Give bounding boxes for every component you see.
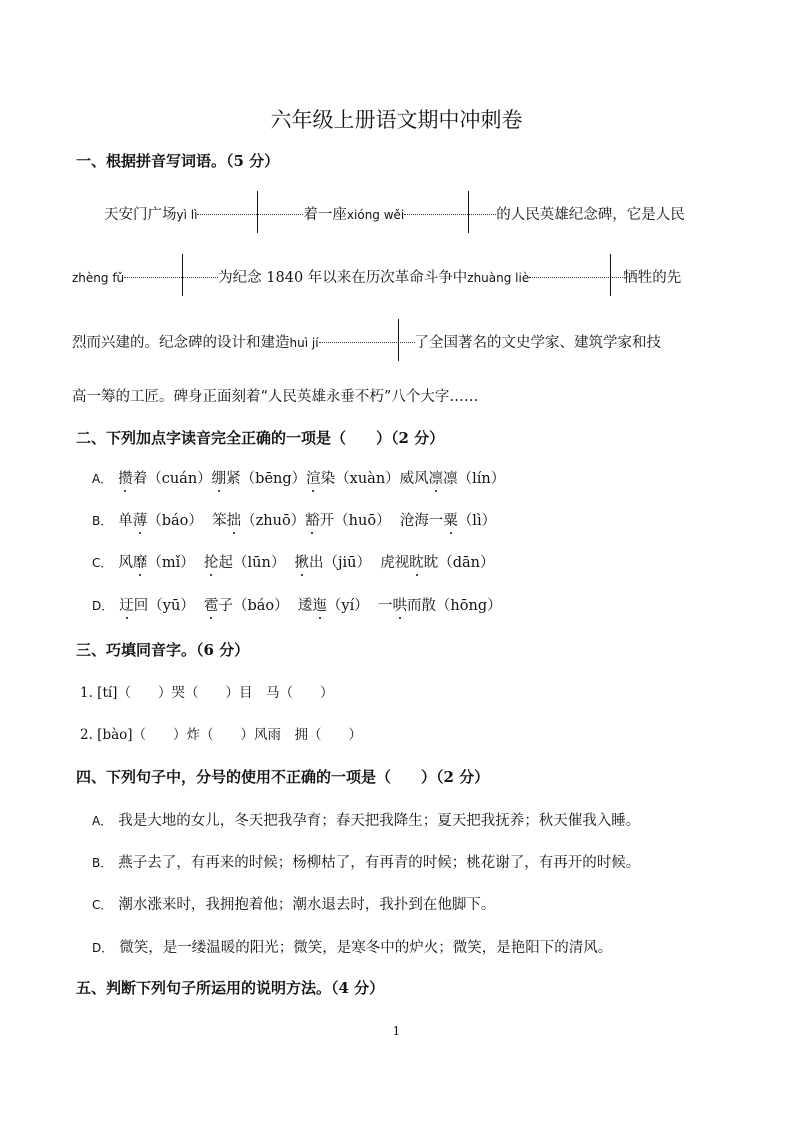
dotted-char: 靡 bbox=[132, 555, 148, 571]
option-text: 眈（dān） bbox=[423, 555, 495, 571]
option-label: C． bbox=[92, 898, 113, 912]
answer-blank[interactable] bbox=[404, 214, 496, 215]
answer-blank[interactable] bbox=[124, 277, 218, 278]
option-text: 沧海一 bbox=[399, 513, 444, 529]
homophone-item-1[interactable]: 1. [tí]（ ）哭（ ）目 马（ ） bbox=[80, 685, 334, 701]
option-text: （mǐ） bbox=[147, 555, 195, 571]
option-text: 我是大地的女儿，冬天把我孕育；春天把我降生；夏天把我抚养；秋天催我入睡。 bbox=[118, 813, 641, 829]
dotted-char: 薄 bbox=[132, 513, 148, 529]
passage-text: 了全国著名的文史学家、建筑学家和技 bbox=[414, 335, 662, 351]
option-label: B． bbox=[92, 514, 113, 528]
blank-divider bbox=[468, 191, 469, 233]
option-text: 笨 bbox=[212, 513, 227, 529]
option-text: 起（lūn） bbox=[218, 555, 286, 571]
dotted-char: 迂 bbox=[119, 598, 134, 614]
option-text: （lì） bbox=[457, 513, 497, 529]
option-text: （zhuō） bbox=[241, 513, 306, 529]
option-text: （báo） bbox=[147, 513, 203, 529]
passage-line-4: 高一筹的工匠。碑身正面刻着“人民英雄永垂不朽”八个大字…… bbox=[72, 389, 479, 405]
option-c[interactable] bbox=[92, 893, 495, 914]
answer-blank[interactable] bbox=[319, 342, 415, 343]
blank-divider bbox=[182, 254, 183, 296]
pinyin: zhuàng liè bbox=[467, 271, 530, 285]
dotted-char: 攒 bbox=[118, 471, 133, 487]
option-text: 凛（lín） bbox=[443, 471, 506, 487]
option-text: 一 bbox=[377, 598, 393, 614]
passage-text: 烈而兴建的。纪念碑的设计和建造 bbox=[72, 335, 290, 351]
option-label: B． bbox=[92, 856, 113, 870]
dotted-char: 抡 bbox=[204, 555, 219, 571]
option-a[interactable] bbox=[92, 809, 640, 830]
section-5-heading: 五、判断下列句子所运用的说明方法。（4 分） bbox=[76, 979, 385, 997]
option-text: 威风 bbox=[399, 471, 429, 487]
section-2-heading: 二、下列加点字读音完全正确的一项是（ ）（2 分） bbox=[76, 429, 445, 447]
option-label: C． bbox=[92, 556, 113, 570]
dotted-char: 眈 bbox=[409, 555, 424, 571]
passage-text: 的人民英雄纪念碑，它是人民 bbox=[496, 207, 685, 223]
option-a[interactable] bbox=[92, 467, 505, 488]
option-label: A． bbox=[92, 472, 113, 486]
pinyin: zhèng fǔ bbox=[72, 271, 125, 285]
dotted-char: 哄 bbox=[392, 598, 407, 614]
option-text: 逶 bbox=[297, 598, 313, 614]
option-text: （yí） bbox=[326, 598, 369, 614]
dotted-char: 拙 bbox=[226, 513, 242, 529]
dotted-char: 揪 bbox=[294, 555, 310, 571]
passage-line-1 bbox=[104, 203, 685, 224]
option-text: 回（yū） bbox=[133, 598, 195, 614]
option-text: 风 bbox=[118, 555, 133, 571]
option-text: 出（jiū） bbox=[309, 555, 372, 571]
passage-text: 牺牲的先 bbox=[623, 270, 682, 286]
passage-line-3 bbox=[72, 331, 661, 352]
option-text: 着（cuán） bbox=[132, 471, 212, 487]
passage-text: 天安门广场 bbox=[104, 207, 177, 223]
passage-line-2 bbox=[72, 266, 681, 287]
option-text: 虎视 bbox=[380, 555, 410, 571]
blank-divider bbox=[398, 319, 399, 361]
dotted-char: 雹 bbox=[204, 598, 219, 614]
pinyin: xióng wěi bbox=[346, 208, 405, 222]
option-label: A． bbox=[92, 814, 113, 828]
dotted-char: 粟 bbox=[443, 513, 458, 529]
blank-divider bbox=[610, 254, 611, 296]
section-4-heading: 四、下列句子中，分号的使用不正确的一项是（ ）（2 分） bbox=[76, 768, 490, 786]
option-text: 子（báo） bbox=[218, 598, 289, 614]
option-text: 燕子去了，有再来的时候；杨柳枯了，有再青的时候；桃花谢了，有再开的时候。 bbox=[118, 855, 641, 871]
option-text: 染（xuàn） bbox=[320, 471, 400, 487]
dotted-char: 凛 bbox=[428, 471, 444, 487]
option-label: D． bbox=[92, 599, 114, 613]
option-text: 紧（bēng） bbox=[226, 471, 307, 487]
section-3-heading: 三、巧填同音字。（6 分） bbox=[76, 641, 250, 659]
option-d[interactable] bbox=[92, 594, 502, 615]
dotted-char: 豁 bbox=[305, 513, 320, 529]
option-c[interactable] bbox=[92, 551, 495, 572]
pinyin: yì lì bbox=[176, 208, 198, 222]
dotted-char: 绷 bbox=[211, 471, 227, 487]
section-1-heading: 一、根据拼音写词语。（5 分） bbox=[76, 152, 280, 170]
option-b[interactable] bbox=[92, 509, 496, 530]
option-text: 潮水涨来时，我拥抱着他；潮水退去时，我扑到在他脚下。 bbox=[118, 897, 496, 913]
blank-divider bbox=[257, 191, 258, 233]
page-number: 1 bbox=[392, 1024, 401, 1038]
option-d[interactable] bbox=[92, 936, 612, 957]
option-text: 微笑，是一缕温暖的阳光；微笑，是寒冬中的炉火；微笑，是艳阳下的清风。 bbox=[119, 940, 613, 956]
dotted-char: 渲 bbox=[306, 471, 321, 487]
answer-blank[interactable] bbox=[197, 214, 303, 215]
option-text: 而散（hōng） bbox=[406, 598, 502, 614]
passage-text: 着一座 bbox=[303, 207, 347, 223]
passage-text: 为纪念 1840 年以来在历次革命斗争中 bbox=[218, 270, 468, 286]
option-b[interactable] bbox=[92, 851, 640, 872]
dotted-char: 迤 bbox=[312, 598, 327, 614]
option-text: 开（huō） bbox=[319, 513, 391, 529]
pinyin: huì jí bbox=[289, 336, 319, 350]
option-text: 单 bbox=[118, 513, 133, 529]
option-label: D． bbox=[92, 941, 114, 955]
homophone-item-2[interactable]: 2. [bào]（ ）炸（ ）风雨 拥（ ） bbox=[80, 727, 363, 743]
page-title: 六年级上册语文期中冲刺卷 bbox=[270, 108, 523, 132]
